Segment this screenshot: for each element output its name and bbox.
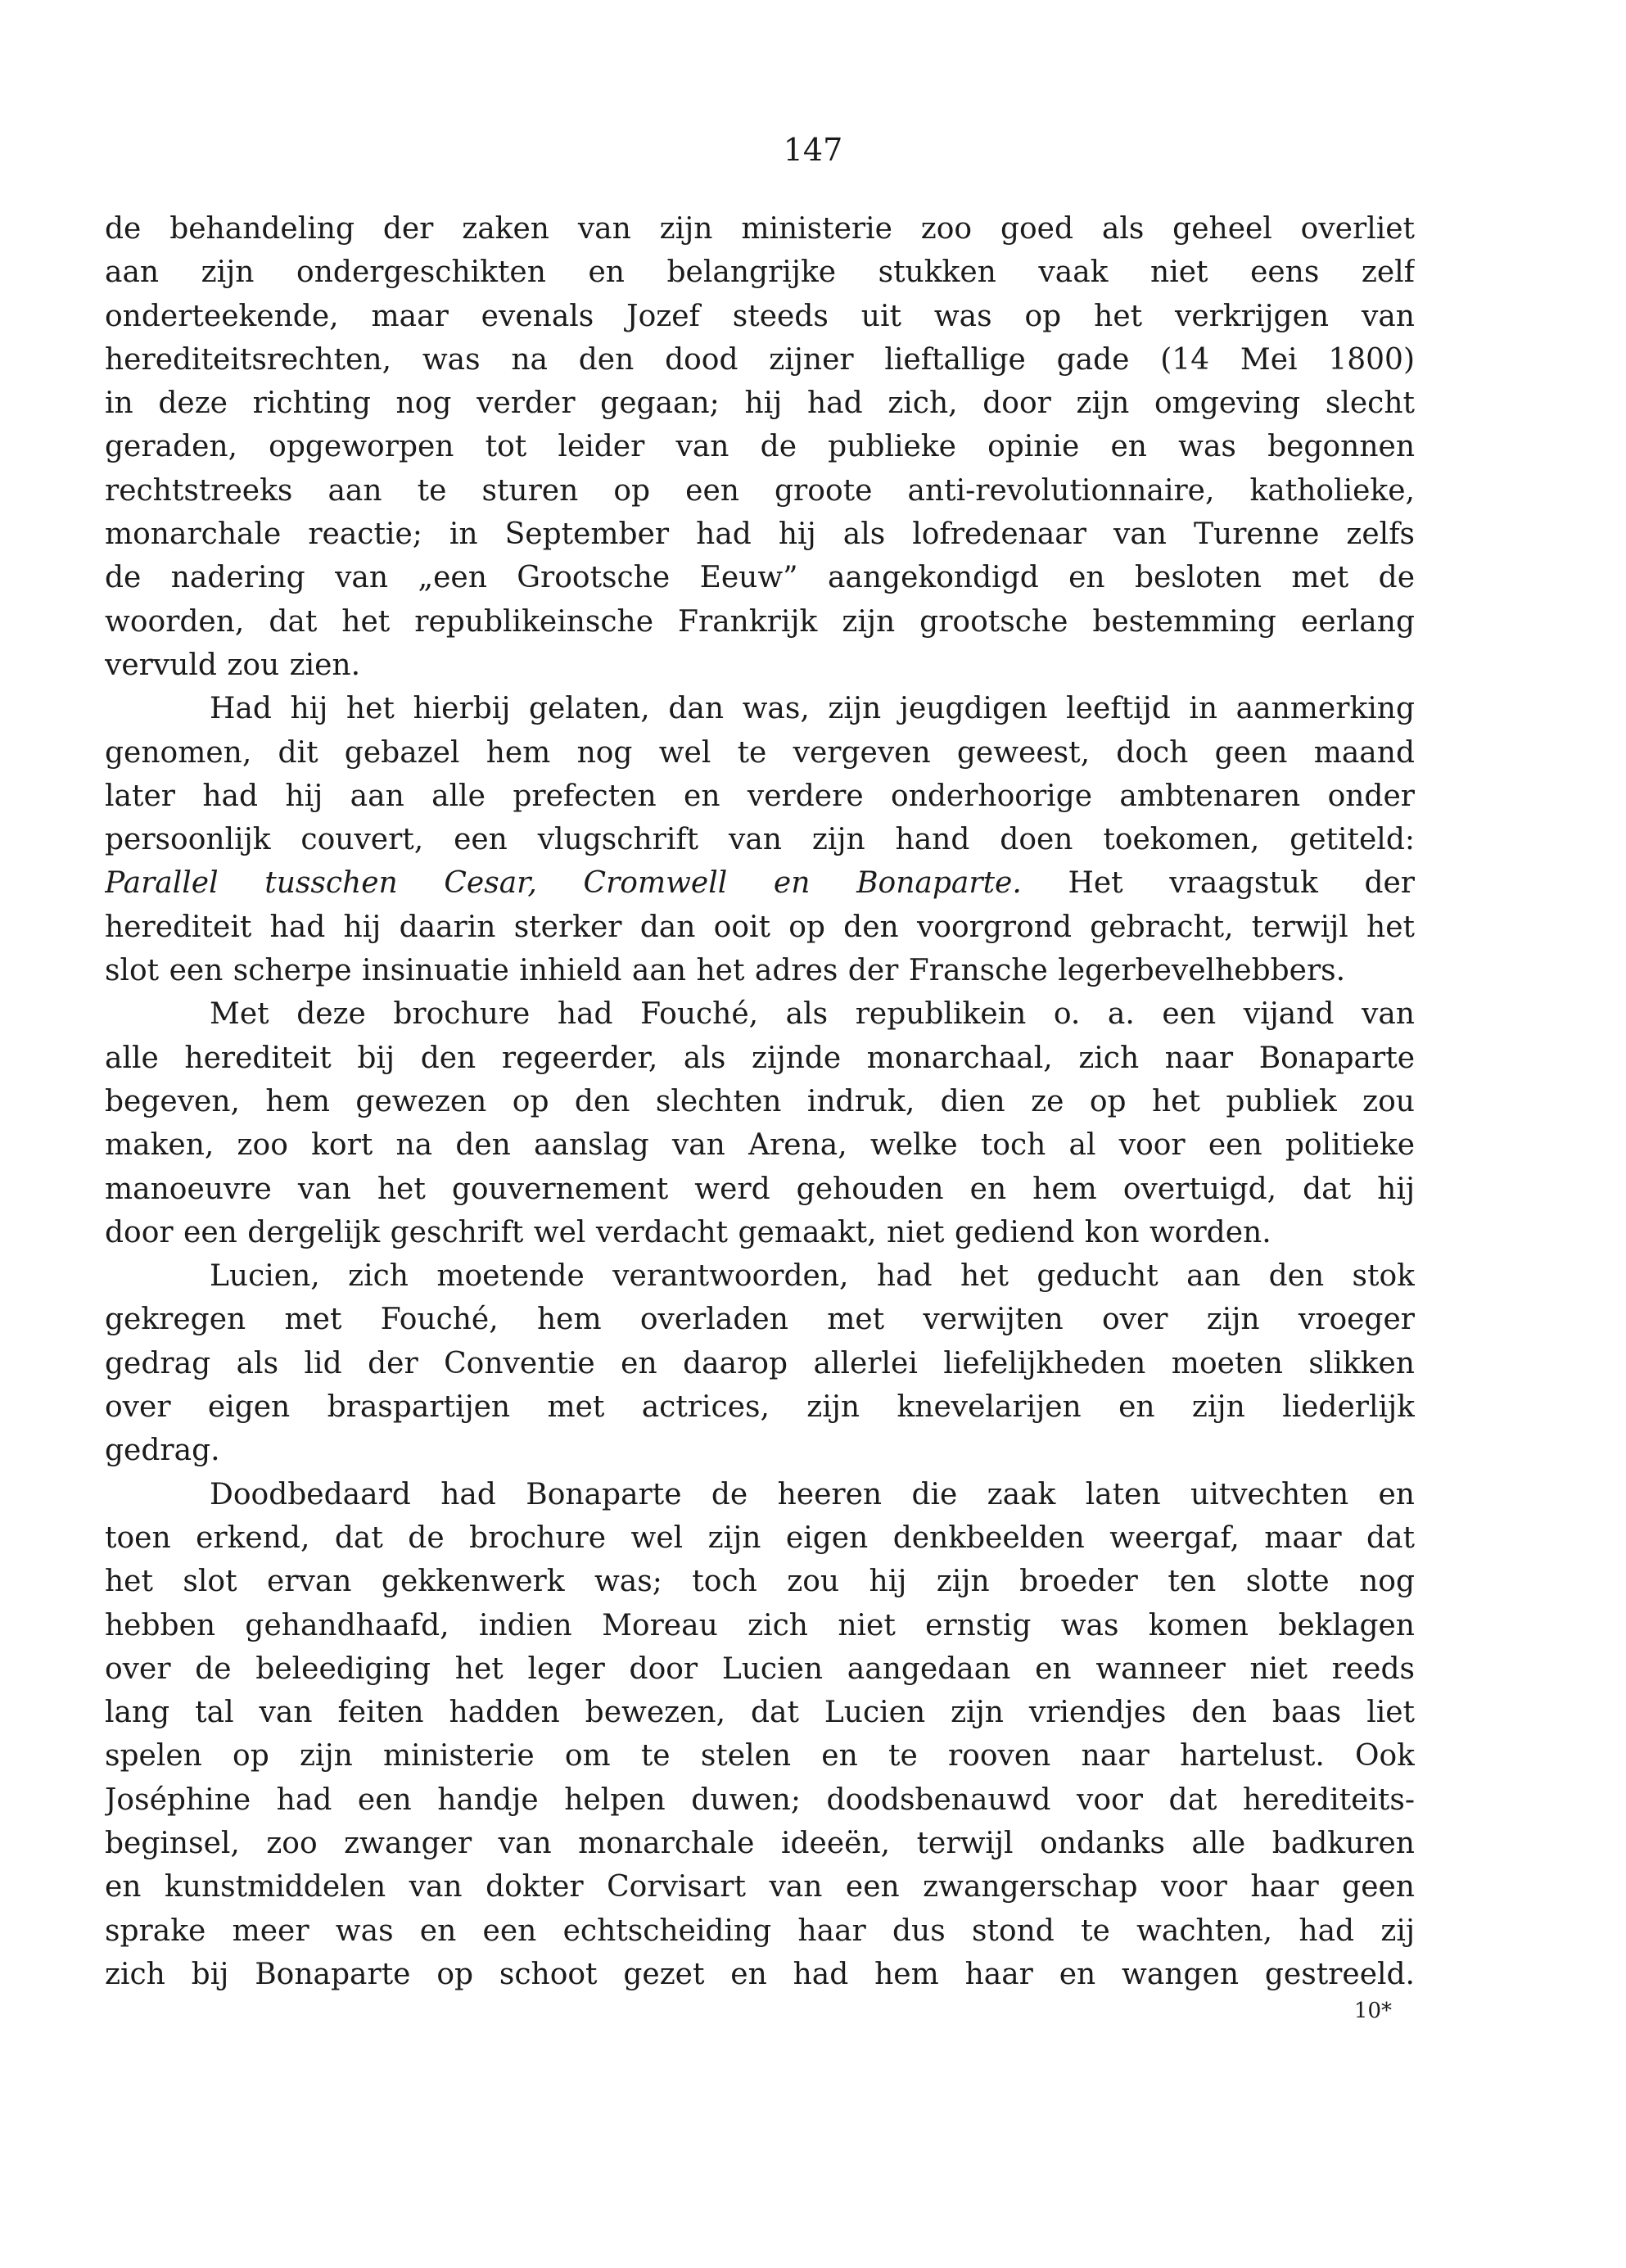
text-line: persoonlijk couvert, een vlugschrift van zijn hand doen toekomen, getiteld: bbox=[105, 823, 1415, 857]
text-line: beginsel, zoo zwanger van monarchale ideeën, terwijl ondanks alle badkuren bbox=[105, 1826, 1415, 1860]
text-fragment: Het vraagstuk der bbox=[1021, 866, 1415, 901]
text-line: toen erkend, dat de brochure wel zijn eigen denkbeelden weergaf, maar dat bbox=[105, 1520, 1415, 1555]
text-line: vervuld zou zien. bbox=[105, 648, 361, 682]
paragraph-3 bbox=[105, 992, 1415, 1254]
text-line: begeven, hem gewezen op den slechten indruk, dien ze op het publiek zou bbox=[105, 1084, 1415, 1118]
text-line-with-title bbox=[105, 861, 1415, 905]
text-line: monarchale reactie; in September had hij als lofredenaar van Turenne zelfs bbox=[105, 517, 1415, 552]
text-line: de behandeling der zaken van zijn ministerie zoo goed als geheel overliet bbox=[105, 212, 1415, 246]
text-line: onderteekende, maar evenals Jozef steeds uit was op het verkrijgen van bbox=[105, 299, 1415, 333]
text-line: rechtstreeks aan te sturen op een groote anti-revolutionnaire, katholieke, bbox=[105, 473, 1415, 508]
text-line: en kunstmiddelen van dokter Corvisart van een zwangerschap voor haar geen bbox=[105, 1870, 1415, 1904]
text-line: geraden, opgeworpen tot leider van de publieke opinie en was begonnen bbox=[105, 430, 1415, 464]
text-line: lang tal van feiten hadden bewezen, dat Lucien zijn vriendjes den baas liet bbox=[105, 1696, 1415, 1730]
paragraph-5 bbox=[105, 1473, 1415, 1997]
text-line: maken, zoo kort na den aanslag van Arena, welke toch al voor een politieke bbox=[105, 1128, 1415, 1163]
paragraph-4 bbox=[105, 1254, 1415, 1472]
text-line: het slot ervan gekkenwerk was; toch zou hij zijn broeder ten slotte nog bbox=[105, 1565, 1415, 1599]
text-line: in deze richting nog verder gegaan; hij had zich, door zijn omgeving slecht bbox=[105, 386, 1415, 421]
text-line: herediteit had hij daarin sterker dan ooit op den voorgrond gebracht, terwijl het bbox=[105, 910, 1415, 944]
body-text bbox=[105, 207, 1415, 1996]
text-line: zich bij Bonaparte op schoot gezet en had hem haar en wangen gestreeld. bbox=[105, 1957, 1415, 1991]
text-line: later had hij aan alle prefecten en verdere onderhoorige ambtenaren onder bbox=[105, 779, 1415, 813]
text-line: Lucien, zich moetende verantwoorden, had het geducht aan den stok bbox=[210, 1259, 1415, 1294]
text-line: over eigen braspartijen met actrices, zijn knevelarijen en zijn liederlijk bbox=[105, 1390, 1415, 1425]
text-line: herediteitsrechten, was na den dood zijner lieftallige gade (14 Mei 1800) bbox=[105, 342, 1415, 377]
text-line: Had hij het hierbij gelaten, dan was, zijn jeugdigen leeftijd in aanmerking bbox=[210, 692, 1415, 726]
text-line: over de beleediging het leger door Lucien aangedaan en wanneer niet reeds bbox=[105, 1651, 1415, 1686]
paragraph-1 bbox=[105, 207, 1415, 687]
text-line: alle herediteit bij den regeerder, als zijnde monarchaal, zich naar Bonaparte bbox=[105, 1041, 1415, 1075]
text-line: de nadering van „een Grootsche Eeuw” aangekondigd en besloten met de bbox=[105, 561, 1415, 595]
signature-mark: 10* bbox=[1353, 1999, 1392, 2023]
text-line: genomen, dit gebazel hem nog wel te vergeven geweest, doch geen maand bbox=[105, 735, 1415, 770]
pamphlet-title: Parallel tusschen Cesar, Cromwell en Bonaparte. bbox=[105, 866, 1022, 901]
paragraph-2 bbox=[105, 687, 1415, 992]
page-number: 147 bbox=[783, 132, 843, 168]
text-line: gedrag als lid der Conventie en daarop allerlei liefelijkheden moeten slikken bbox=[105, 1346, 1415, 1380]
text-line: gekregen met Fouché, hem overladen met verwijten over zijn vroeger bbox=[105, 1303, 1415, 1337]
text-line: Met deze brochure had Fouché, als republikein o. a. een vijand van bbox=[210, 997, 1415, 1032]
text-line: sprake meer was en een echtscheiding haar dus stond te wachten, had zij bbox=[105, 1913, 1415, 1948]
text-line: door een dergelijk geschrift wel verdacht gemaakt, niet gediend kon worden. bbox=[105, 1215, 1271, 1249]
text-line: Joséphine had een handje helpen duwen; doodsbenauwd voor dat herediteits- bbox=[105, 1782, 1415, 1817]
text-line: Doodbedaard had Bonaparte de heeren die zaak laten uitvechten en bbox=[210, 1477, 1415, 1511]
text-line: woorden, dat het republikeinsche Frankrijk zijn grootsche bestemming eerlang bbox=[105, 604, 1415, 639]
text-line: spelen op zijn ministerie om te stelen en te rooven naar hartelust. Ook bbox=[105, 1739, 1415, 1773]
text-line: slot een scherpe insinuatie inhield aan het adres der Fransche legerbevelhebbers. bbox=[105, 954, 1346, 988]
text-line: manoeuvre van het gouvernement werd gehouden en hem overtuigd, dat hij bbox=[105, 1172, 1415, 1206]
text-line: aan zijn ondergeschikten en belangrijke stukken vaak niet eens zelf bbox=[105, 255, 1415, 290]
text-line: hebben gehandhaafd, indien Moreau zich niet ernstig was komen beklagen bbox=[105, 1608, 1415, 1642]
text-line: gedrag. bbox=[105, 1434, 220, 1468]
